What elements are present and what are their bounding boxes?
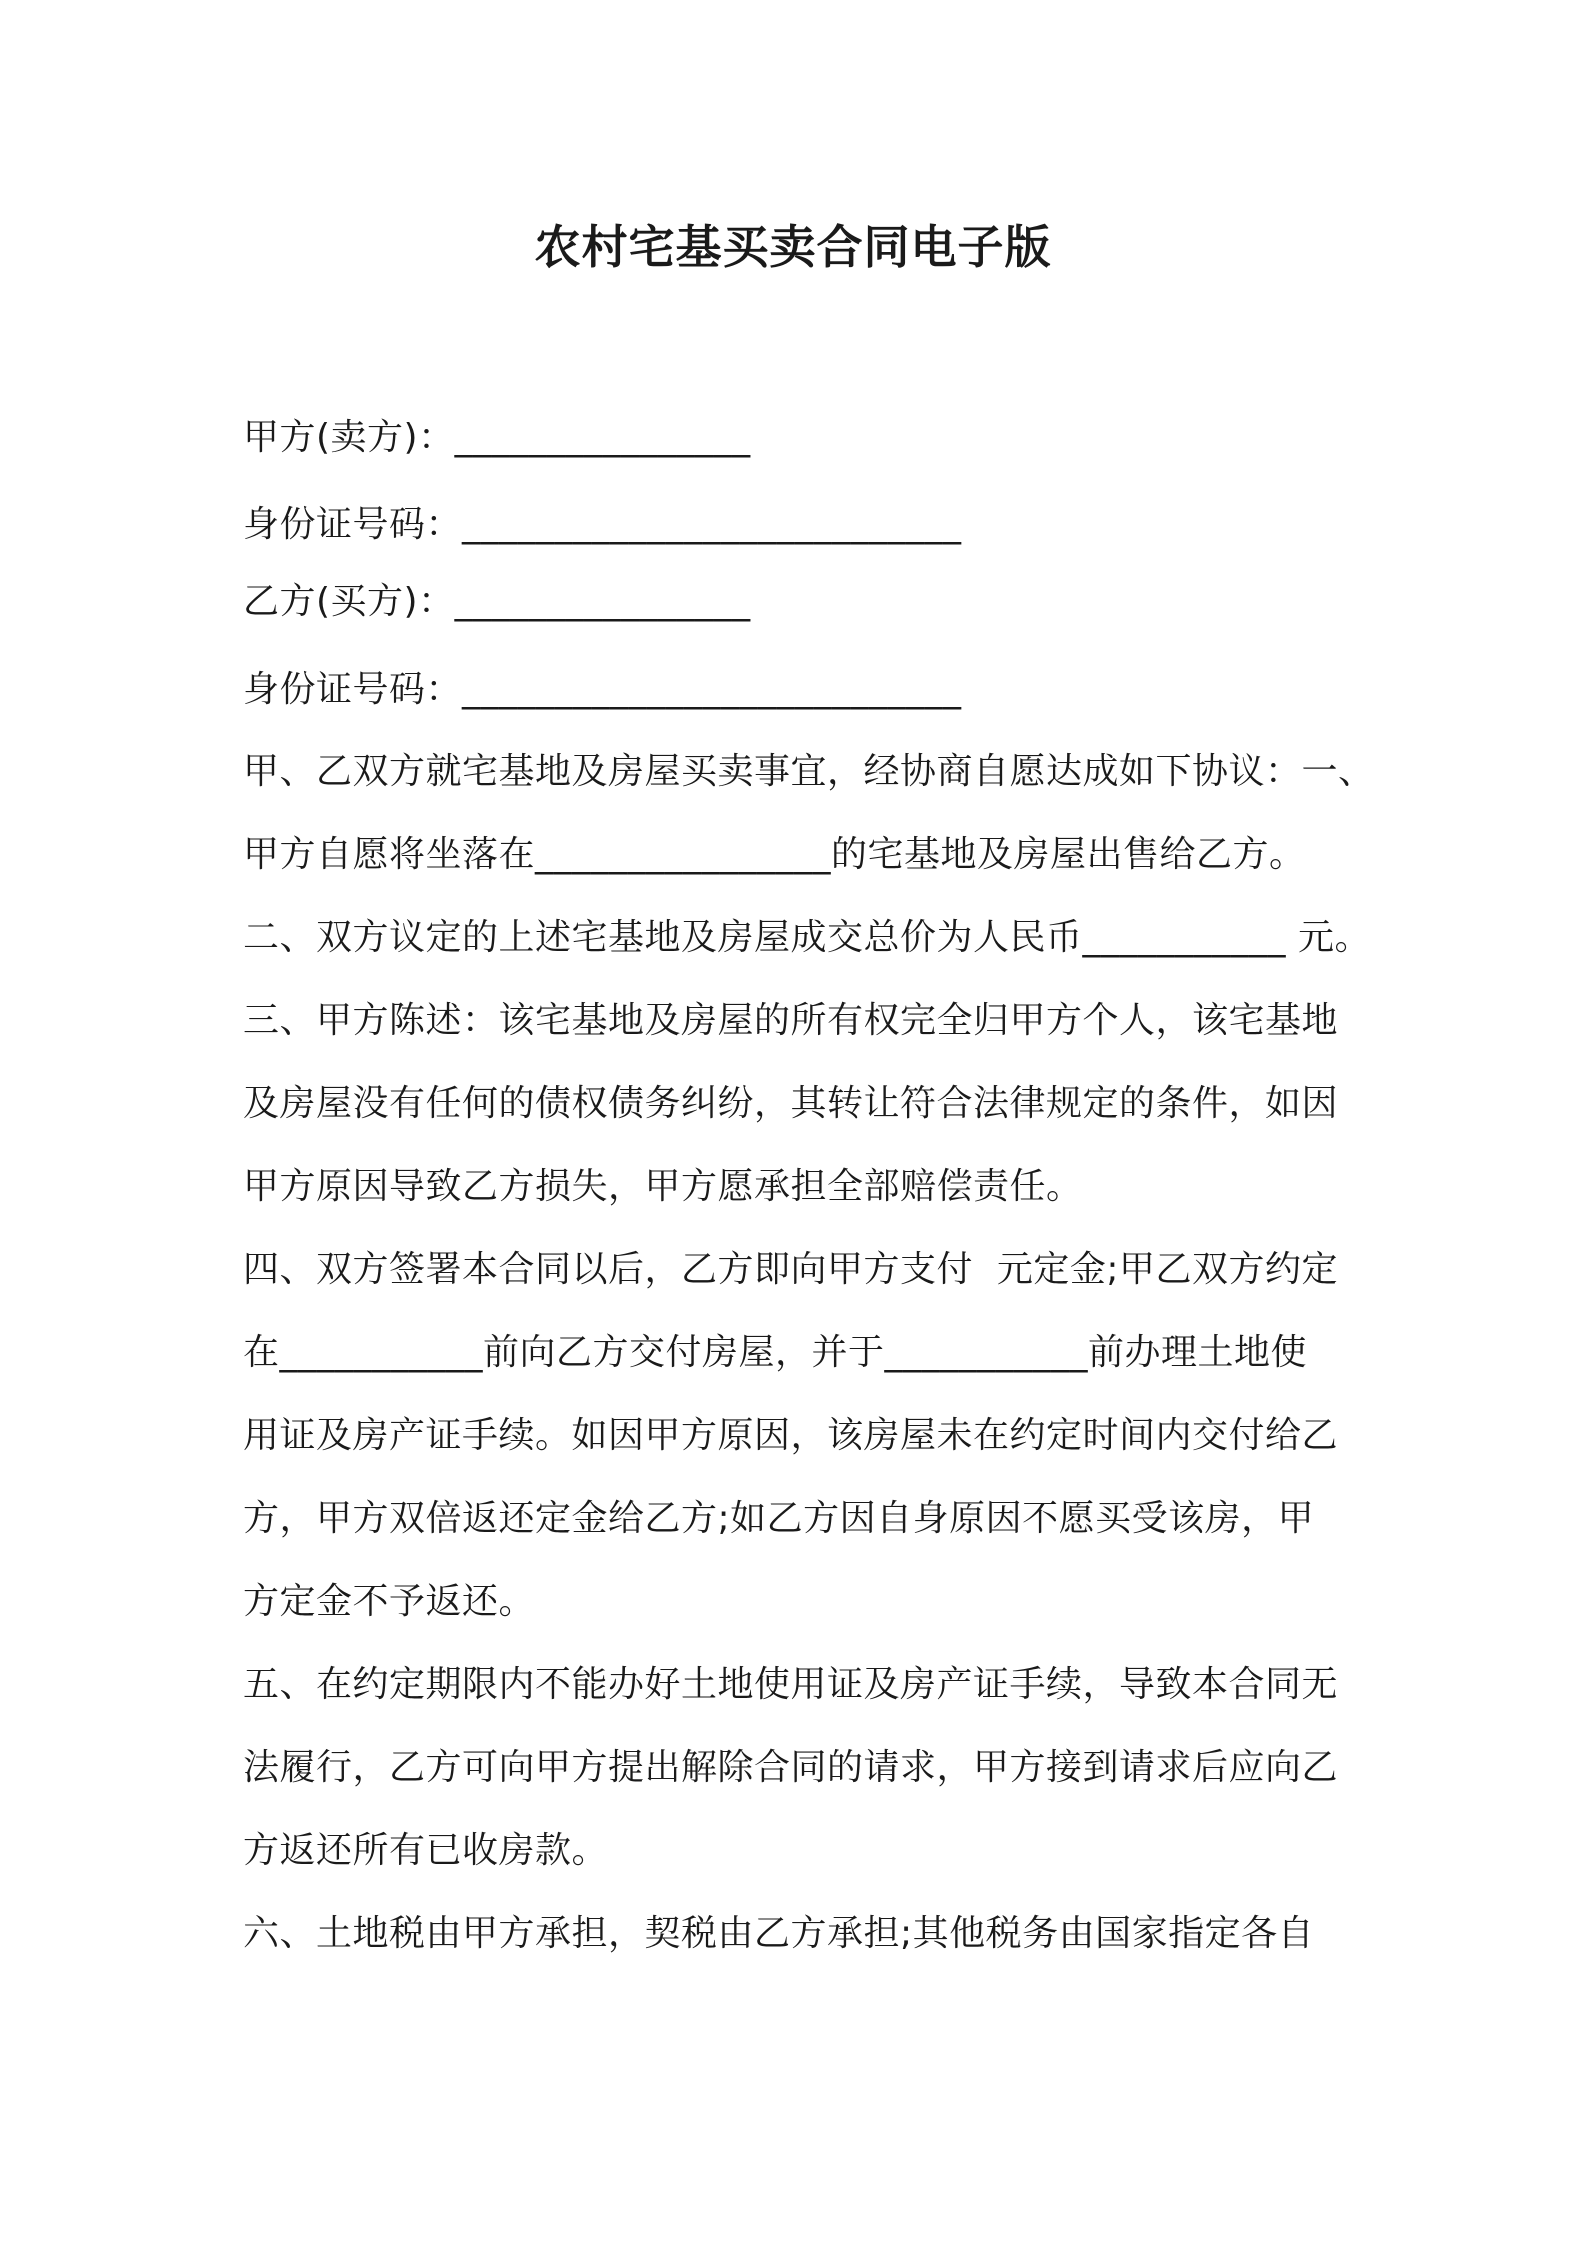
document-title: 农村宅基买卖合同电子版 <box>534 220 1052 274</box>
paragraph-line: 三、甲方陈述：该宅基地及房屋的所有权完全归甲方个人，该宅基地 <box>243 1000 1339 1041</box>
buyer-id-line: 身份证号码：___________________________ <box>243 669 962 710</box>
paragraph-line: 及房屋没有任何的债权债务纠纷，其转让符合法律规定的条件，如因 <box>243 1083 1339 1124</box>
paragraph-line: 法履行，乙方可向甲方提出解除合同的请求，甲方接到请求后应向乙 <box>243 1747 1339 1788</box>
paragraph-line: 在___________前向乙方交付房屋，并于___________前办理土地使 <box>243 1332 1308 1373</box>
paragraph-line: 方返还所有已收房款。 <box>243 1830 609 1871</box>
paragraph-line: 甲方自愿将坐落在________________的宅基地及房屋出售给乙方。 <box>243 834 1306 875</box>
seller-id-line: 身份证号码：___________________________ <box>243 504 962 545</box>
seller-name-line: 甲方(卖方)：________________ <box>243 417 751 458</box>
paragraph-line: 方，甲方双倍返还定金给乙方;如乙方因自身原因不愿买受该房，甲 <box>243 1498 1315 1539</box>
paragraph-line: 甲方原因导致乙方损失，甲方愿承担全部赔偿责任。 <box>243 1166 1083 1207</box>
paragraph-line: 二、双方议定的上述宅基地及房屋成交总价为人民币___________ 元。 <box>243 917 1371 958</box>
paragraph-line: 六、土地税由甲方承担，契税由乙方承担;其他税务由国家指定各自 <box>243 1913 1315 1954</box>
paragraph-line: 五、在约定期限内不能办好土地使用证及房产证手续，导致本合同无 <box>243 1664 1339 1705</box>
paragraph-line: 方定金不予返还。 <box>243 1581 536 1622</box>
paragraph-line: 用证及房产证手续。如因甲方原因，该房屋未在约定时间内交付给乙 <box>243 1415 1339 1456</box>
buyer-name-line: 乙方(买方)：________________ <box>243 581 751 622</box>
paragraph-line: 四、双方签署本合同以后，乙方即向甲方支付 元定金;甲乙双方约定 <box>243 1249 1339 1290</box>
paragraph-line: 甲、乙双方就宅基地及房屋买卖事宜，经协商自愿达成如下协议：一、 <box>243 751 1375 792</box>
